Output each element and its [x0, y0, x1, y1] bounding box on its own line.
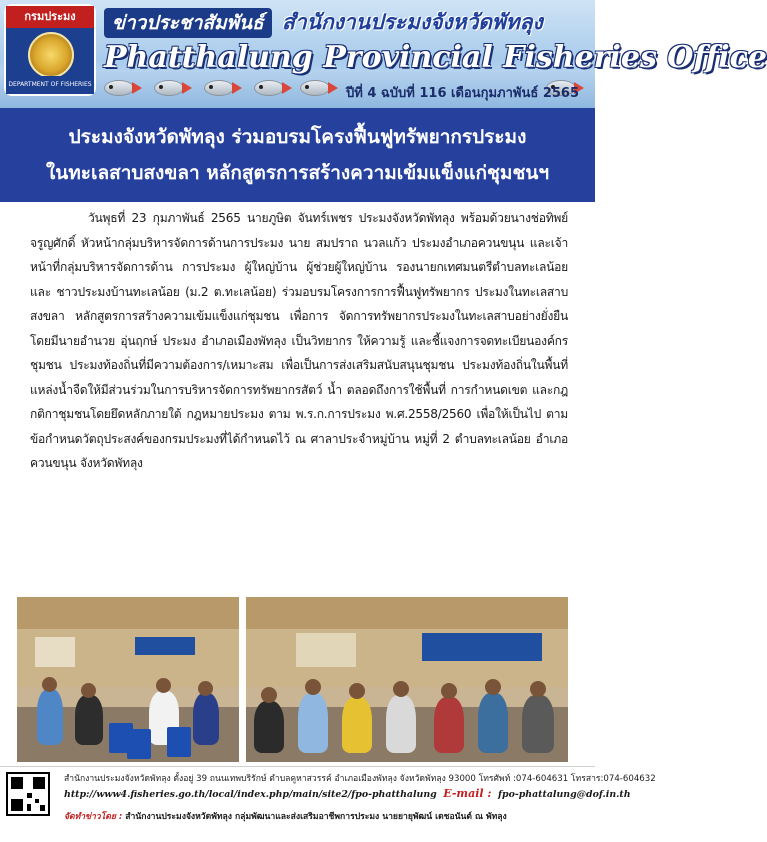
header-banner — [0, 0, 767, 108]
logo-bottom-text: DEPARTMENT OF FISHERIES — [6, 76, 94, 94]
event-photo-right — [246, 597, 568, 762]
fish-icon — [204, 80, 244, 96]
article-body — [30, 206, 568, 476]
issue-info: ปีที่ 4 ฉบับที่ 116 เดือนกุมภาพันธ์ 2565 — [346, 86, 580, 101]
department-logo — [4, 4, 96, 96]
news-label: ข่าวประชาสัมพันธ์ — [104, 8, 272, 38]
headline-line-2: ในทะเลสาบสงขลา หลักสูตรการสร้างความเข้มแข็งแก่ชุมชนฯ — [46, 162, 549, 184]
contact-links — [64, 787, 631, 800]
email-link[interactable]: fpo-phattalung@dof.in.th — [497, 789, 631, 800]
fish-icon — [300, 80, 340, 96]
headline-line-1: ประมงจังหวัดพัทลุง ร่วมอบรมโครงฟื้นฟูทรัพยากรประมง — [68, 126, 527, 148]
email-label: E-mail : — [443, 787, 492, 800]
headline-band — [0, 108, 595, 202]
article-paragraph: วันพุธที่ 23 กุมภาพันธ์ 2565 นายภูษิต จันทร์เพชร ประมงจังหวัดพัทลุง พร้อมด้วยนางช่อทิพย์ จรูญศักดิ์ หัวหน้ากลุ่มบริหารจัดการด้านการประมง นาย สมปราถ นวลแก้ว ประมงอำเภอควนขนุน และเจ้าหน้าที่กลุ่มบริหารจัดการด้าน การประมง ผู้ใหญ่บ้าน ผู้ช่วยผู้ใหญ่บ้าน รองนายกเทศมนตรีตำบลทะเลน้อย และ ชาวประมงบ้านทะเลน้อย (ม.2 ต.ทะเลน้อย) ร่วมอบรมโครงการการฟื้นฟูทรัพยากร ประมงในทะเลสาบสงขลา หลักสูตรการสร้างความเข้มแข็งแก่ชุมชน เพื่อการ จัดการทรัพยากรประมงในทะเลสาบอย่างยั่งยืน โดยมีนายอำนวย อุ่นฤกษ์ ประมง อำเภอเมืองพัทลุง เป็นวิทยากร ให้ความรู้ และชี้แจงการจดทะเบียนองค์กรชุมชน ประมงท้องถิ่นที่มีความต้องการ/เหมาะสม เพื่อเป็นการส่งเสริมสนับสนุนชุมชน ประมงท้องถิ่นในพื้นที่แหล่งน้ำจืดให้มีส่วนร่วมในการบริหารจัดการทรัพยากรสัตว์ น้ำ ตลอดถึงการใช้พื้นที่ การกำหนดเขต และกฎกติกาชุมชนโดยยึดหลักภายใต้ กฎหมายประมง ตาม พ.ร.ก.การประมง พ.ศ.2558/2560 เพื่อให้เป็นไป ตามข้อกำหนดวัตถุประสงค์ของกรมประมงที่ได้กำหนดไว้ ณ ศาลาประจำหมู่บ้าน หมู่ที่ 2 ตำบลทะเลน้อย อำเภอควนขนุน จังหวัดพัทลุง — [30, 211, 568, 470]
logo-top-text: กรมประมง — [6, 6, 94, 28]
department-seal-icon — [28, 32, 74, 78]
event-photo-left — [17, 597, 239, 762]
credit-text: สำนักงานประมงจังหวัดพัทลุง กลุ่มพัฒนาและส่งเสริมอาชีพการประมง นายยายุพัฒน์ เดชอนันต์ ณ พัทลุง — [125, 812, 507, 822]
credit-line — [64, 809, 507, 823]
credit-label: จัดทำข่าวโดย : — [64, 812, 123, 822]
fish-icon — [254, 80, 294, 96]
qr-code-icon[interactable] — [6, 772, 50, 816]
office-name-thai: สำนักงานประมงจังหวัดพัทลุง — [282, 10, 543, 34]
fish-icon — [154, 80, 194, 96]
office-name-english: Phatthalung Provincial Fisheries Office — [104, 40, 767, 75]
office-address: สำนักงานประมงจังหวัดพัทลุง ตั้งอยู่ 39 ถนนเทพบริรักษ์ ตำบลคูหาสวรรค์ อำเภอเมืองพัทลุง จังหวัดพัทลุง 93000 โทรศัพท์ :074-604631 โทรสาร:074-604632 — [64, 774, 656, 784]
footer — [0, 766, 656, 842]
fish-icon — [104, 80, 144, 96]
website-link[interactable]: http://www4.fisheries.go.th/local/index.php/main/site2/fpo-phatthalung — [64, 789, 437, 800]
